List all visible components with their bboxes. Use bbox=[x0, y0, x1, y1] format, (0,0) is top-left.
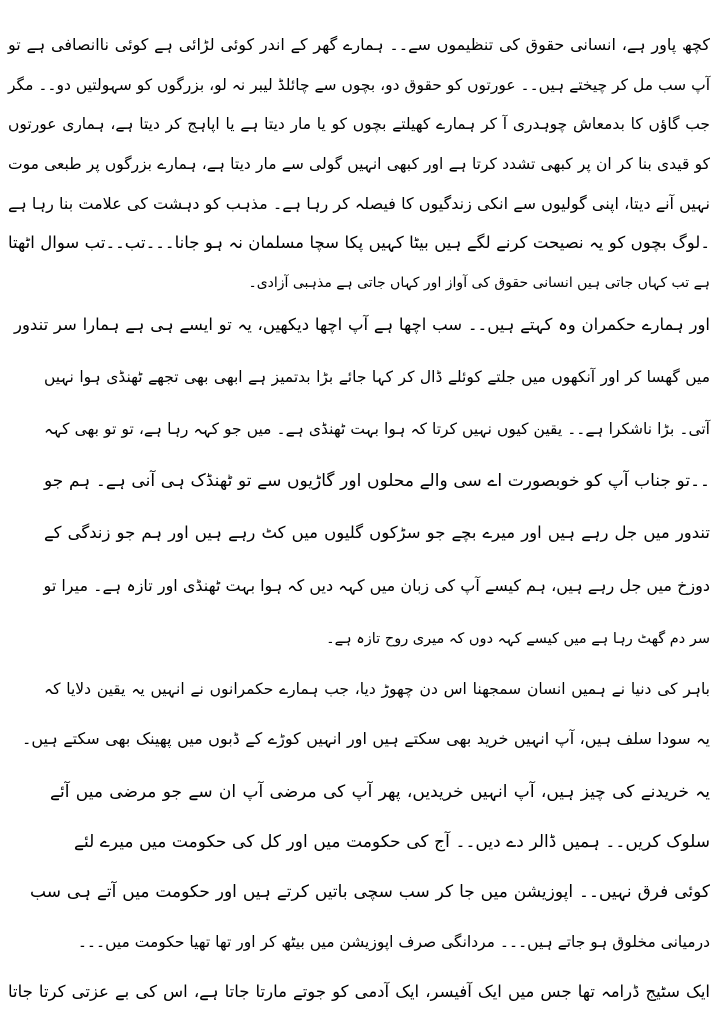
text-line: ہے تب کہاں جاتی ہیں انسانی حقوق کی آواز اور کہاں جاتی ہے مذہبی آزادی۔ bbox=[248, 275, 710, 291]
text-line: آتی۔ بڑا ناشکرا ہے۔۔ یقین کیوں نہیں کرتا کہ ہوا بہت ٹھنڈی ہے۔ میں جو کہہ رہا ہے، تو تو بھی کہہ bbox=[44, 420, 710, 438]
text-line: کچھ پاور ہے، انسانی حقوق کی تنظیموں سے۔۔ ہمارے گھر کے اندر کوئی لڑائی ہے کوئی ناانصافی ہے تو bbox=[8, 35, 710, 54]
text-line: اور ہمارے حکمران وہ کہتے ہیں۔۔ سب اچھا ہے آپ اچھا دیکھیں، یہ تو ایسے ہی ہے ہمارا سر تندور bbox=[14, 315, 710, 334]
text-line: دوزخ میں جل رہے ہیں، ہم کیسے آپ کی زبان میں کہہ دیں کہ ہوا بہت ٹھنڈی اور تازہ ہے۔ میرا تو bbox=[43, 576, 710, 595]
text-line: آپ سب مل کر چیختے ہیں۔۔ عورتوں کو حقوق دو، بچوں سے چائلڈ لیبر نہ لو، بزرگوں کو سہولتیں دو۔۔ مگر bbox=[8, 76, 710, 94]
text-line: سر دم گھٹ رہا ہے میں کیسے کہہ دوں کہ میری روح تازہ ہے۔ bbox=[326, 631, 710, 647]
text-line: کوئی فرق نہیں۔۔ اپوزیشن میں جا کر سب سچی باتیں کرتے ہیں اور حکومت میں آتے ہی سب bbox=[30, 882, 710, 902]
text-line: تندور میں جل رہے ہیں اور میرے بچے جو سڑکوں گلیوں میں کٹ رہے ہیں اور ہم جو زندگی کے bbox=[44, 523, 710, 542]
text-line: باہر کی دنیا نے ہمیں انسان سمجھنا اس دن چھوڑ دیا، جب ہمارے حکمرانوں نے انہیں یہ یقین دلایا کہ bbox=[44, 680, 710, 698]
text-line: کو قیدی بنا کر ان پر کبھی تشدد کرتا ہے اور کبھی انہیں گولی سے مار دیتا ہے، ہمارے بزرگوں پر طبعی موت bbox=[8, 155, 710, 173]
text-line: ایک سٹیج ڈرامہ تھا جس میں ایک آفیسر، ایک آدمی کو جوتے مارتا جاتا ہے، اس کی بے عزتی کرتا جاتا bbox=[8, 982, 710, 1001]
text-line: میں گھسا کر اور آنکھوں میں جلتے کوئلے ڈال کر کہا جائے بڑا بدتمیز ہے ابھی بھی تجھے ٹھنڈی ہوا نہیں bbox=[44, 368, 710, 386]
text-line: ۔لوگ بچوں کو یہ نصیحت کرنے لگے ہیں بیٹا کہیں پکا سچا مسلمان نہ ہو جانا۔۔۔تب۔۔تب سوال اٹھتا bbox=[8, 233, 710, 252]
text-line: یہ سودا سلف ہیں، آپ انہیں خرید بھی سکتے ہیں اور انہیں کوڑے کے ڈبوں میں پھینک بھی سکتے ہیں۔ bbox=[22, 729, 710, 748]
text-line: ۔۔تو جناب آپ کو خوبصورت اے سی والے محلوں اور گاڑیوں سے تو ٹھنڈک ہی آنی ہے۔ ہم جو bbox=[44, 471, 710, 491]
text-line: سلوک کریں۔۔ ہمیں ڈالر دے دیں۔۔ آج کی حکومت میں اور کل کی حکومت میں میرے لئے bbox=[74, 832, 710, 852]
text-line: درمیانی مخلوق ہو جاتے ہیں۔۔۔ مردانگی صرف اپوزیشن میں بیٹھ کر اور تھا تھیا حکومت میں۔۔۔ bbox=[77, 933, 710, 951]
text-line: نہیں آنے دیتا، اپنی گولیوں سے انکی زندگیوں کا فیصلہ کر رہا ہے۔ مذہب کو دہشت کی علامت بنا رہا ہے bbox=[8, 194, 710, 213]
text-line: یہ خریدنے کی چیز ہیں، آپ انہیں خریدیں، پھر آپ کی مرضی آپ ان سے جو مرضی میں آئے bbox=[50, 782, 710, 802]
text-line: جب گاؤں کا بدمعاش چوہدری آ کر ہمارے کھیلتے بچوں کو یا مار دیتا ہے یا اپاہج کر دیتا ہے، ہماری عورتوں bbox=[8, 115, 710, 133]
